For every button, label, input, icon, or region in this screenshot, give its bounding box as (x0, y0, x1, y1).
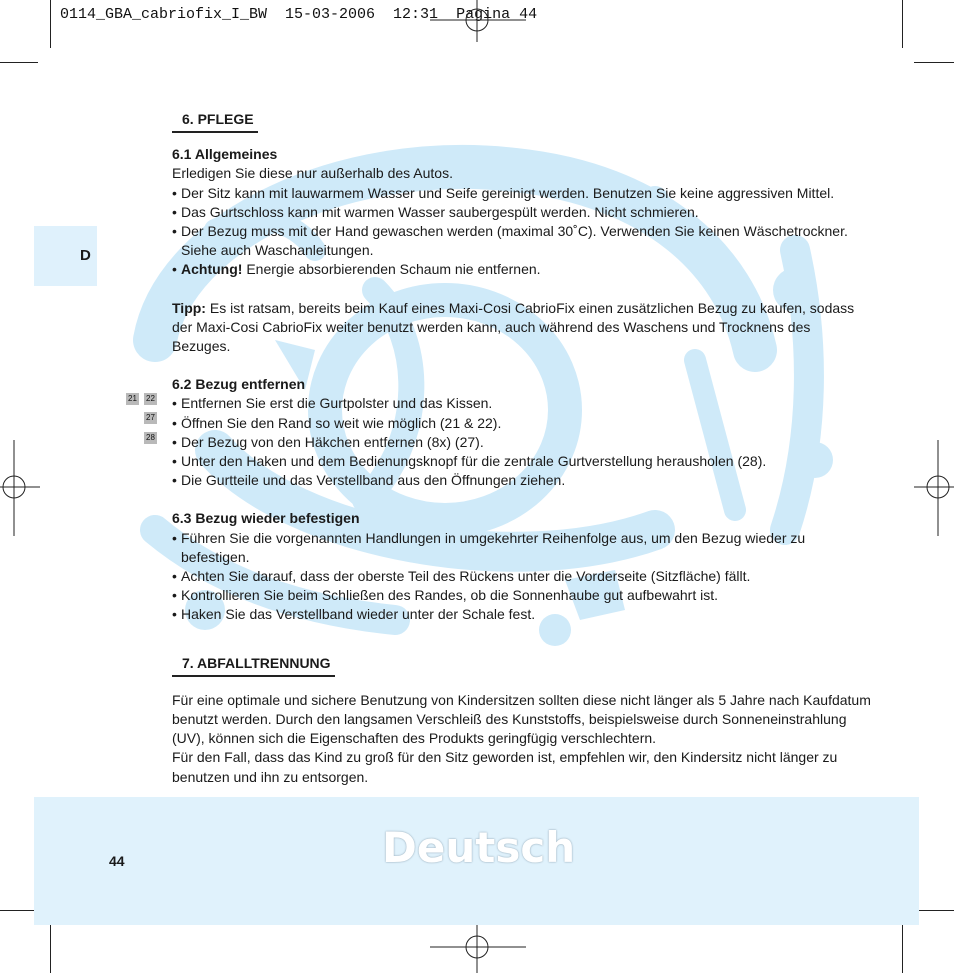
section-heading: 7. ABFALLTRENNUNG (172, 654, 335, 677)
figure-ref-22: 22 (144, 393, 157, 405)
document-body (172, 110, 872, 787)
list-item: • Die Gurtteile und das Verstellband aus den Öffnungen ziehen. (172, 471, 872, 490)
list-item: • Führen Sie die vorgenannten Handlungen in umgekehrter Reihenfolge aus, um den Bezug wieder zu befestigen. (172, 529, 872, 567)
list-item: • Öffnen Sie den Rand so weit wie möglich (21 & 22). (172, 414, 872, 433)
list-item: • Kontrollieren Sie beim Schließen des Randes, ob die Sonnenhaube gut aufbewahrt ist. (172, 586, 872, 605)
paragraph: Für eine optimale und sichere Benutzung von Kindersitzen sollten diese nicht länger als 5 Jahre nach Kaufdatum benutzt werden. Durch den langsamen Verschleiß des Kunststoffs, beispielsweise durch Sonneneinstrahlung (UV), können sich die Eigenschaften des Produkts geringfügig verschlechtern. (172, 691, 871, 747)
subsection-heading: 6.2 Bezug entfernen (172, 376, 306, 393)
page-number: 44 (109, 853, 125, 869)
registration-mark-left-icon (0, 440, 40, 536)
list-item: • Das Gurtschloss kann mit warmen Wasser saubergespült werden. Nicht schmieren. (172, 203, 872, 222)
section-7 (172, 654, 872, 677)
crop-mark (50, 925, 51, 973)
list-item: • Haken Sie das Verstellband wieder unter der Schale fest. (172, 605, 872, 624)
crop-mark (902, 0, 903, 48)
crop-mark (0, 910, 38, 911)
crop-mark (50, 0, 51, 48)
language-title: Deutsch (382, 823, 576, 872)
side-tab-label: D (80, 247, 91, 264)
registration-mark-bottom-icon (430, 925, 526, 973)
list-item: • Achten Sie darauf, dass der oberste Teil des Rückens unter die Vorderseite (Sitzfläche) fällt. (172, 567, 872, 586)
list-item: • Der Bezug muss mit der Hand gewaschen werden (maximal 30˚C). Verwenden Sie keinen Wäschetrockner. Siehe auch Waschanleitungen. (172, 222, 872, 260)
list-item: • Unter den Haken und dem Bedienungsknopf für die zentrale Gurtverstellung herausholen (28). (172, 452, 872, 471)
warning-item (172, 260, 872, 279)
figure-ref-28: 28 (144, 432, 157, 444)
list-item: • Entfernen Sie erst die Gurtpolster und das Kissen. (172, 394, 872, 413)
language-side-tab (34, 226, 97, 286)
warning-label: Achtung! (181, 261, 243, 278)
section-6 (172, 110, 872, 133)
crop-mark (914, 62, 954, 63)
crop-mark (0, 62, 38, 63)
subsection-heading: 6.1 Allgemeines (172, 146, 278, 163)
crop-mark (902, 925, 903, 973)
subsection-heading: 6.3 Bezug wieder befestigen (172, 510, 360, 527)
paragraph: Für den Fall, dass das Kind zu groß für den Sitz geworden ist, empfehlen wir, den Kindersitz nicht länger zu benutzen und ihn zu entsorgen. (172, 749, 838, 785)
list-item: • Der Bezug von den Häkchen entfernen (8x) (27). (172, 433, 872, 452)
section-heading: 6. PFLEGE (172, 110, 258, 133)
registration-mark-top-icon (430, 0, 526, 42)
tip-label: Tipp: (172, 299, 206, 316)
tip-paragraph (172, 299, 872, 357)
warning-text: Energie absorbierenden Schaum nie entfernen. (242, 261, 541, 278)
crop-mark (914, 910, 954, 911)
tip-text: Es ist ratsam, bereits beim Kauf eines Maxi-Cosi CabrioFix einen zusätzlichen Bezug zu kaufen, sodass der Maxi-Cosi CabrioFix weiter benutzt werden kann, auch während des Waschens und Trocknens des Bezuges. (172, 299, 855, 355)
figure-ref-21: 21 (126, 393, 139, 405)
print-header: 0114_GBA_cabriofix_I_BW 15-03-2006 12:31 Pagina 44 (60, 6, 538, 23)
paragraph: Erledigen Sie diese nur außerhalb des Autos. (172, 165, 453, 182)
registration-mark-right-icon (914, 440, 954, 536)
figure-ref-27: 27 (144, 412, 157, 424)
list-item: • Der Sitz kann mit lauwarmem Wasser und Seife gereinigt werden. Benutzen Sie keine aggressiven Mittel. (172, 184, 872, 203)
